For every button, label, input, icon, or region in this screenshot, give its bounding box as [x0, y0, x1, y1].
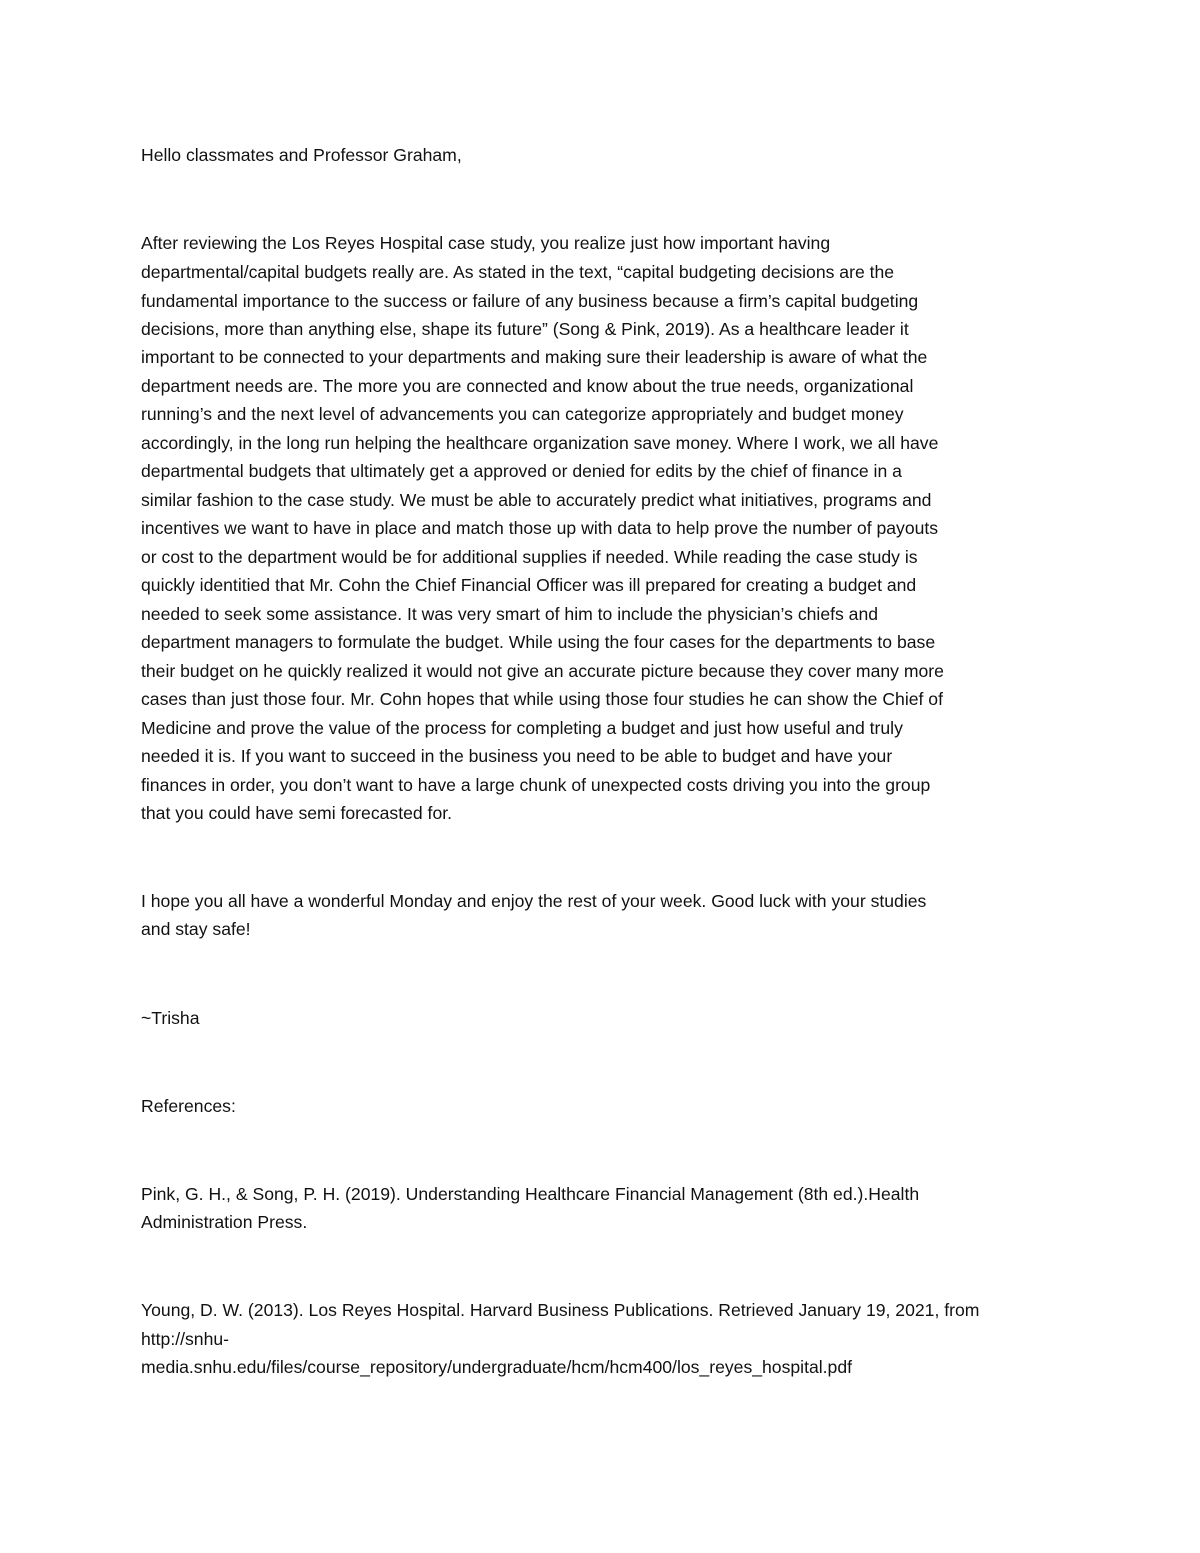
body-line-3: fundamental importance to the success or failure of any business because a firm’s capital budgeting	[141, 291, 919, 311]
reference-2-line-3: media.snhu.edu/files/course_repository/undergraduate/hcm/hcm400/los_reyes_hospital.pdf	[141, 1357, 853, 1377]
body-line-20: finances in order, you don’t want to have a large chunk of unexpected costs driving you into the group	[141, 775, 931, 795]
closing-line-1: I hope you all have a wonderful Monday and enjoy the rest of your week. Good luck with your studies	[141, 891, 927, 911]
body-line-5: important to be connected to your departments and making sure their leadership is aware of what the	[141, 347, 928, 367]
body-line-1: After reviewing the Los Reyes Hospital case study, you realize just how important having	[141, 233, 831, 253]
body-line-15: department managers to formulate the budget. While using the four cases for the departments to base	[141, 632, 936, 652]
body-line-17: cases than just those four. Mr. Cohn hopes that while using those four studies he can show the Chief of	[141, 689, 943, 709]
body-line-9: departmental budgets that ultimately get a approved or denied for edits by the chief of finance in a	[141, 461, 902, 481]
body-line-6: department needs are. The more you are connected and know about the true needs, organizational	[141, 376, 914, 396]
body-line-8: accordingly, in the long run helping the healthcare organization save money. Where I work, we all have	[141, 433, 939, 453]
body-line-12: or cost to the department would be for additional supplies if needed. While reading the case study is	[141, 547, 918, 567]
body-line-13: quickly identitied that Mr. Cohn the Chief Financial Officer was ill prepared for creating a budget and	[141, 575, 917, 595]
greeting: Hello classmates and Professor Graham,	[141, 145, 462, 165]
reference-2-line-1: Young, D. W. (2013). Los Reyes Hospital. Harvard Business Publications. Retrieved January 19, 2021, from	[141, 1300, 980, 1320]
body-line-16: their budget on he quickly realized it would not give an accurate picture because they cover many more	[141, 661, 944, 681]
body-line-2: departmental/capital budgets really are. As stated in the text, “capital budgeting decisions are the	[141, 262, 895, 282]
body-line-7: running’s and the next level of advancements you can categorize appropriately and budget money	[141, 404, 904, 424]
body-line-18: Medicine and prove the value of the process for completing a budget and just how useful and truly	[141, 718, 903, 738]
reference-2-line-2: http://snhu-	[141, 1329, 230, 1349]
body-line-11: incentives we want to have in place and match those up with data to help prove the number of payouts	[141, 518, 939, 538]
reference-1-line-1: Pink, G. H., & Song, P. H. (2019). Understanding Healthcare Financial Management (8th ed.).Health	[141, 1184, 920, 1204]
body-line-14: needed to seek some assistance. It was very smart of him to include the physician’s chiefs and	[141, 604, 879, 624]
body-line-21: that you could have semi forecasted for.	[141, 803, 453, 823]
signature: ~Trisha	[141, 1008, 200, 1028]
body-line-10: similar fashion to the case study. We must be able to accurately predict what initiatives, programs and	[141, 490, 932, 510]
body-line-4: decisions, more than anything else, shape its future” (Song & Pink, 2019). As a healthcare leader it	[141, 319, 909, 339]
body-line-19: needed it is. If you want to succeed in the business you need to be able to budget and have your	[141, 746, 893, 766]
reference-1-line-2: Administration Press.	[141, 1212, 308, 1232]
closing-line-2: and stay safe!	[141, 919, 251, 939]
references-heading: References:	[141, 1096, 236, 1116]
